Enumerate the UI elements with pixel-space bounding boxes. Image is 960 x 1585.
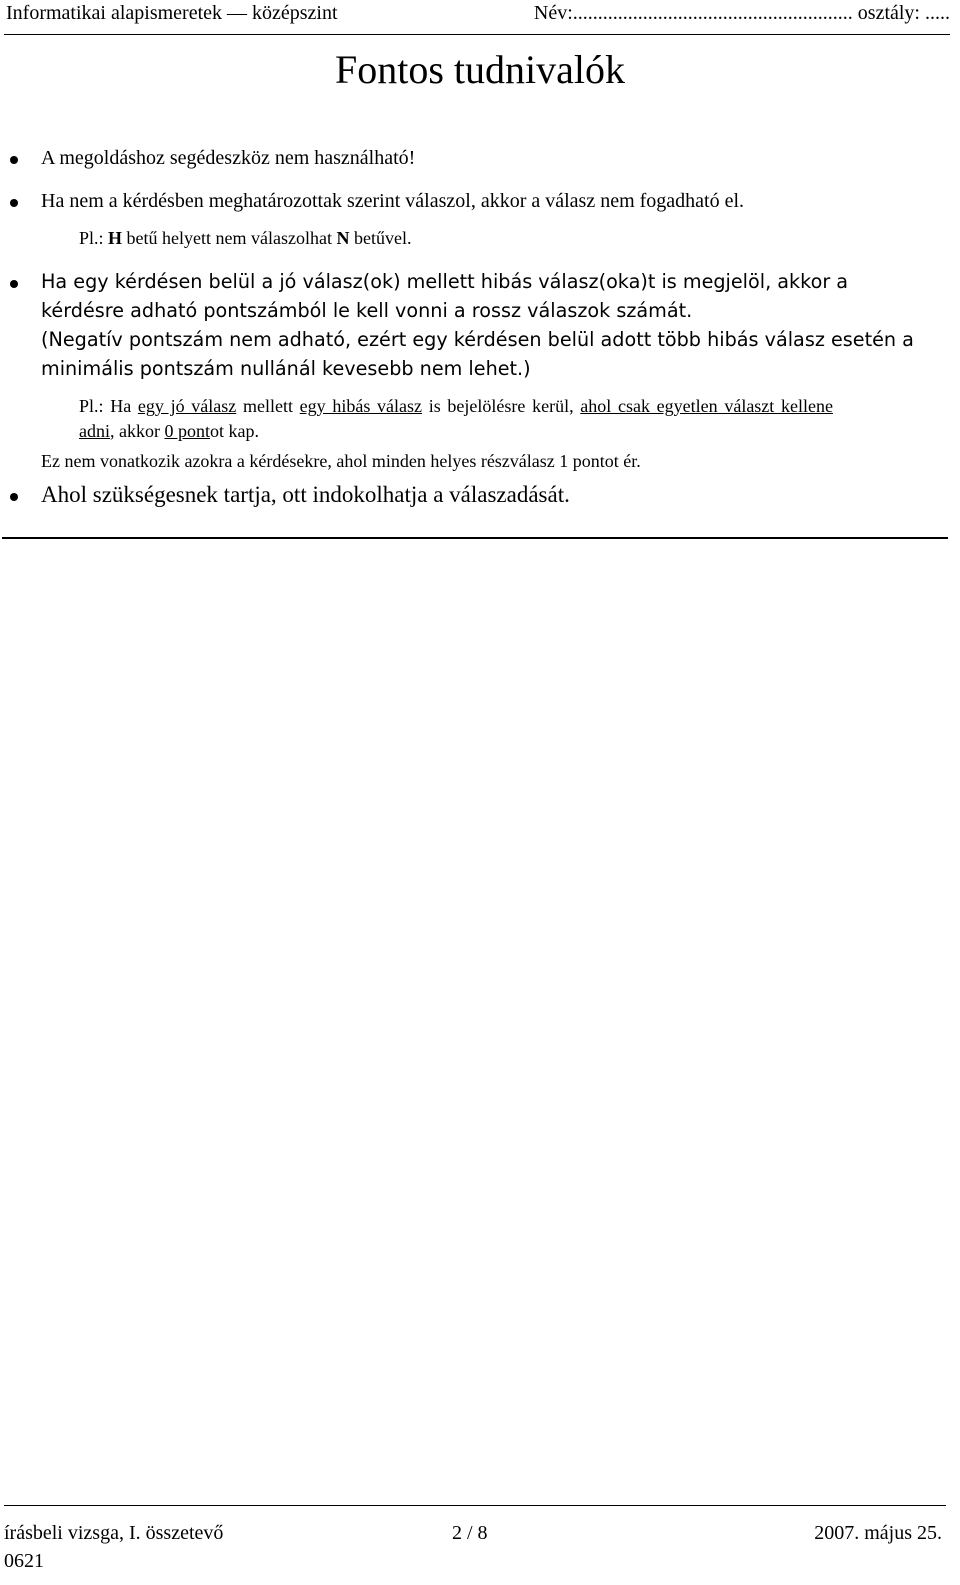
footer-rule bbox=[4, 1505, 946, 1506]
page-number: 2 / 8 bbox=[452, 1522, 488, 1544]
list-item-example: Pl.: Ha egy jó válasz mellett egy hibás válasz is bejelölésre kerül, ahol csak egyetlen választ kellene bbox=[79, 396, 833, 416]
list-item: Ahol szükségesnek tartja, ott indokolhatja a válaszadását. bbox=[41, 482, 570, 507]
bullet-icon bbox=[10, 199, 18, 207]
list-item: Ha egy kérdésen belül a jó válasz(ok) mellett hibás válasz(oka)t is megjelöl, akkor a bbox=[41, 270, 849, 293]
list-item: kérdésre adható pontszámból le kell vonni a rossz válaszok számát. bbox=[41, 299, 693, 322]
list-item-note: Ez nem vonatkozik azokra a kérdésekre, ahol minden helyes részválasz 1 pontot ér. bbox=[41, 451, 641, 471]
list-item-example: Pl.: H betű helyett nem válaszolhat N betűvel. bbox=[79, 228, 412, 248]
footer-date: 2007. május 25. bbox=[814, 1522, 942, 1544]
section-rule bbox=[2, 537, 948, 539]
header-rule bbox=[4, 34, 950, 35]
page-title: Fontos tudnivalók bbox=[334, 47, 626, 92]
list-item: minimális pontszám nullánál kevesebb nem lehet.) bbox=[41, 357, 531, 380]
footer-code: 0621 bbox=[4, 1550, 44, 1572]
header-name-class-field: Név:........................................................ osztály: ..... bbox=[533, 2, 950, 24]
list-item: A megoldáshoz segédeszköz nem használható! bbox=[41, 147, 416, 169]
footer-exam-part: írásbeli vizsga, I. összetevő bbox=[4, 1522, 224, 1544]
list-item: Ha nem a kérdésben meghatározottak szerint válaszol, akkor a válasz nem fogadható el. bbox=[41, 190, 745, 212]
list-item: (Negatív pontszám nem adható, ezért egy kérdésen belül adott több hibás válasz esetén a bbox=[41, 328, 914, 351]
bullet-icon bbox=[10, 280, 18, 288]
list-item-example: adni, akkor 0 pontot kap. bbox=[79, 421, 259, 441]
bullet-icon bbox=[10, 156, 18, 164]
bullet-icon bbox=[10, 493, 18, 501]
header-exam-title: Informatikai alapismeretek — középszint bbox=[6, 2, 338, 24]
